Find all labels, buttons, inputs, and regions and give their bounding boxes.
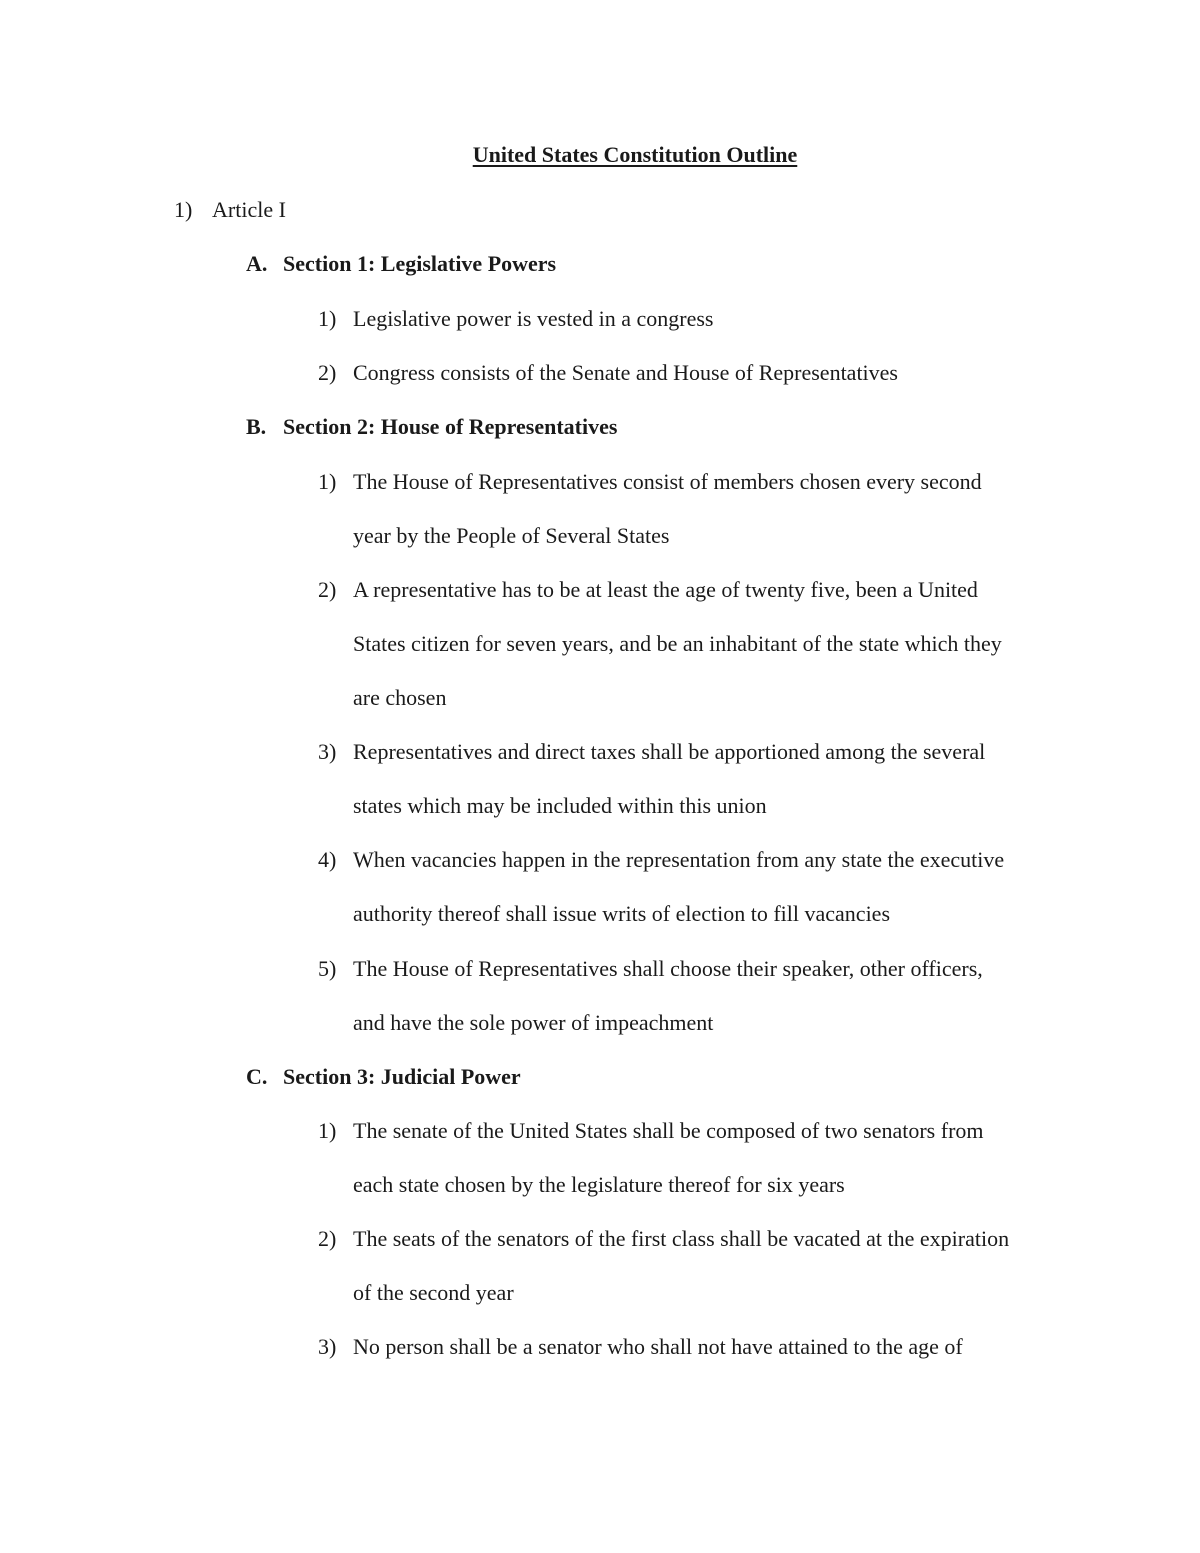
list-item-text-continued: are chosen (353, 685, 447, 710)
list-item-marker: 2) (318, 360, 337, 385)
list-item-text: When vacancies happen in the representation from any state the executive (353, 847, 1005, 872)
section-marker: C. (246, 1064, 268, 1089)
list-item-marker: 5) (318, 956, 337, 981)
list-item-text-continued: year by the People of Several States (353, 523, 670, 548)
list-item-text-continued: States citizen for seven years, and be an inhabitant of the state which they (353, 631, 1002, 656)
list-item-text: Legislative power is vested in a congress (353, 306, 714, 331)
list-item-text: The seats of the senators of the first class shall be vacated at the expiration (353, 1226, 1010, 1251)
document-title: United States Constitution Outline (472, 142, 798, 167)
list-item-marker: 4) (318, 847, 337, 872)
list-item-marker: 3) (318, 1334, 337, 1359)
list-item-marker: 1) (318, 469, 337, 494)
list-item-text: The House of Representatives shall choose their speaker, other officers, (353, 956, 983, 981)
list-item-text: The senate of the United States shall be composed of two senators from (353, 1118, 984, 1143)
list-item-text: No person shall be a senator who shall not have attained to the age of (353, 1334, 963, 1359)
section-marker: A. (246, 251, 268, 276)
list-item-text-continued: and have the sole power of impeachment (353, 1010, 714, 1035)
section-marker: B. (246, 414, 267, 439)
list-item-text-continued: each state chosen by the legislature thereof for six years (353, 1172, 845, 1197)
list-item-text: A representative has to be at least the age of twenty five, been a United (353, 577, 978, 602)
article-label: Article I (212, 197, 286, 222)
list-item-text: Representatives and direct taxes shall be apportioned among the several (353, 739, 986, 764)
section-heading: Section 1: Legislative Powers (283, 251, 557, 276)
section-heading: Section 3: Judicial Power (283, 1064, 521, 1089)
section-heading: Section 2: House of Representatives (283, 414, 618, 439)
list-item-text-continued: of the second year (353, 1280, 514, 1305)
list-item-text: Congress consists of the Senate and House of Representatives (353, 360, 898, 385)
list-item-marker: 1) (318, 306, 337, 331)
list-item-text-continued: authority thereof shall issue writs of election to fill vacancies (353, 901, 891, 926)
list-item-text: The House of Representatives consist of members chosen every second (353, 469, 982, 494)
list-item-marker: 2) (318, 1226, 337, 1251)
article-marker: 1) (174, 197, 193, 222)
list-item-marker: 3) (318, 739, 337, 764)
list-item-marker: 1) (318, 1118, 337, 1143)
list-item-marker: 2) (318, 577, 337, 602)
list-item-text-continued: states which may be included within this union (353, 793, 767, 818)
